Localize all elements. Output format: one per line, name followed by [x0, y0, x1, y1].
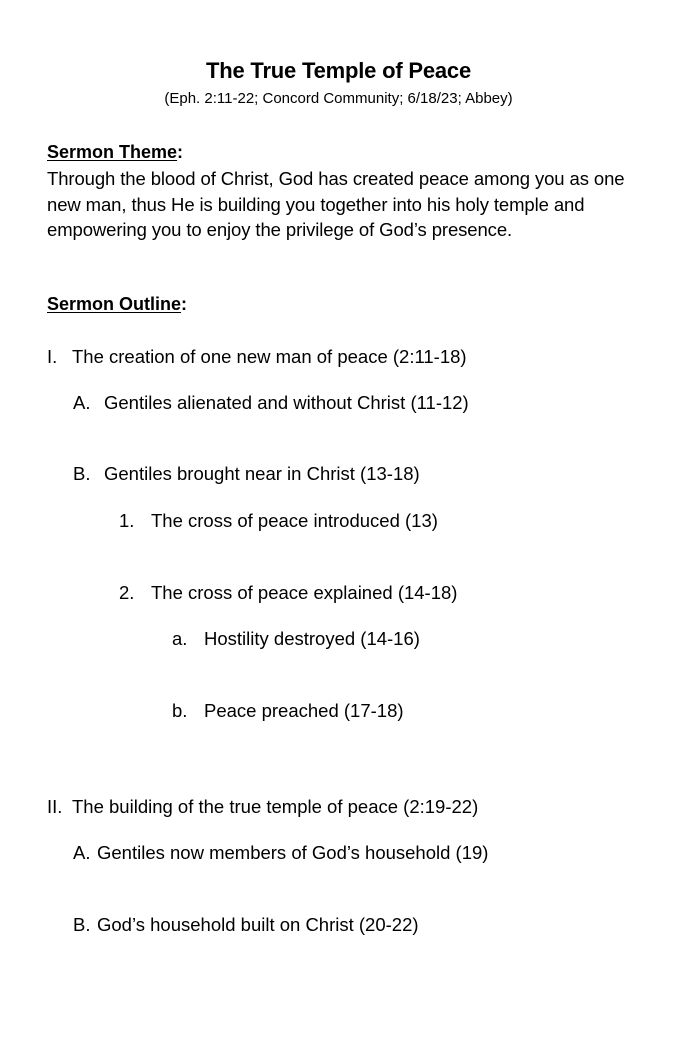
- outline-text: Gentiles brought near in Christ (13-18): [104, 463, 420, 484]
- outline-marker: 1.: [119, 510, 135, 531]
- outline-marker: b.: [172, 700, 188, 721]
- outline-item-I-B-2: [119, 582, 457, 604]
- outline-text: Peace preached (17-18): [204, 700, 404, 721]
- outline-text: The building of the true temple of peace (2:19-22): [72, 796, 479, 817]
- outline-marker: B.: [73, 914, 91, 935]
- outline-item-I-A: [73, 392, 469, 414]
- sermon-outline-heading: [47, 294, 187, 315]
- sermon-outline-heading-label: Sermon Outline: [47, 294, 182, 314]
- outline-text: Gentiles now members of God’s household (19): [97, 842, 489, 863]
- outline-text: God’s household built on Christ (20-22): [97, 914, 419, 935]
- sermon-outline-heading-colon: :: [181, 294, 188, 314]
- outline-item-I-B-2-a: [172, 628, 420, 650]
- outline-text: Hostility destroyed (14-16): [204, 628, 420, 649]
- sermon-theme-heading-colon: :: [177, 142, 184, 162]
- outline-text: The cross of peace introduced (13): [151, 510, 438, 531]
- outline-marker: I.: [47, 346, 58, 367]
- outline-item-II-A: [73, 842, 488, 864]
- outline-text: The cross of peace explained (14-18): [151, 582, 458, 603]
- outline-item-I-B-1: [119, 510, 438, 532]
- sermon-theme-heading-label: Sermon Theme: [47, 142, 178, 162]
- sermon-subtitle: (Eph. 2:11-22; Concord Community; 6/18/23; Abbey): [164, 90, 513, 107]
- outline-item-II-B: [73, 914, 419, 936]
- outline-text: Gentiles alienated and without Christ (11-12): [104, 392, 469, 413]
- sermon-title: The True Temple of Peace: [206, 58, 471, 83]
- sermon-theme-text: Through the blood of Christ, God has created peace among you as one new man, thus He is building you together into his holy temple and empowering you to enjoy the privilege of God’s presence.: [47, 168, 625, 240]
- outline-marker: A.: [73, 392, 91, 413]
- outline-marker: a.: [172, 628, 188, 649]
- outline-item-I-B: [73, 463, 420, 485]
- outline-text: The creation of one new man of peace (2:11-18): [72, 346, 467, 367]
- outline-marker: B.: [73, 463, 91, 484]
- sermon-theme-heading: [47, 142, 183, 163]
- outline-item-I-B-2-b: [172, 700, 404, 722]
- outline-marker: A.: [73, 842, 91, 863]
- outline-marker: 2.: [119, 582, 135, 603]
- outline-marker: II.: [47, 796, 63, 817]
- outline-item-I: [47, 346, 467, 368]
- outline-item-II: [47, 796, 478, 818]
